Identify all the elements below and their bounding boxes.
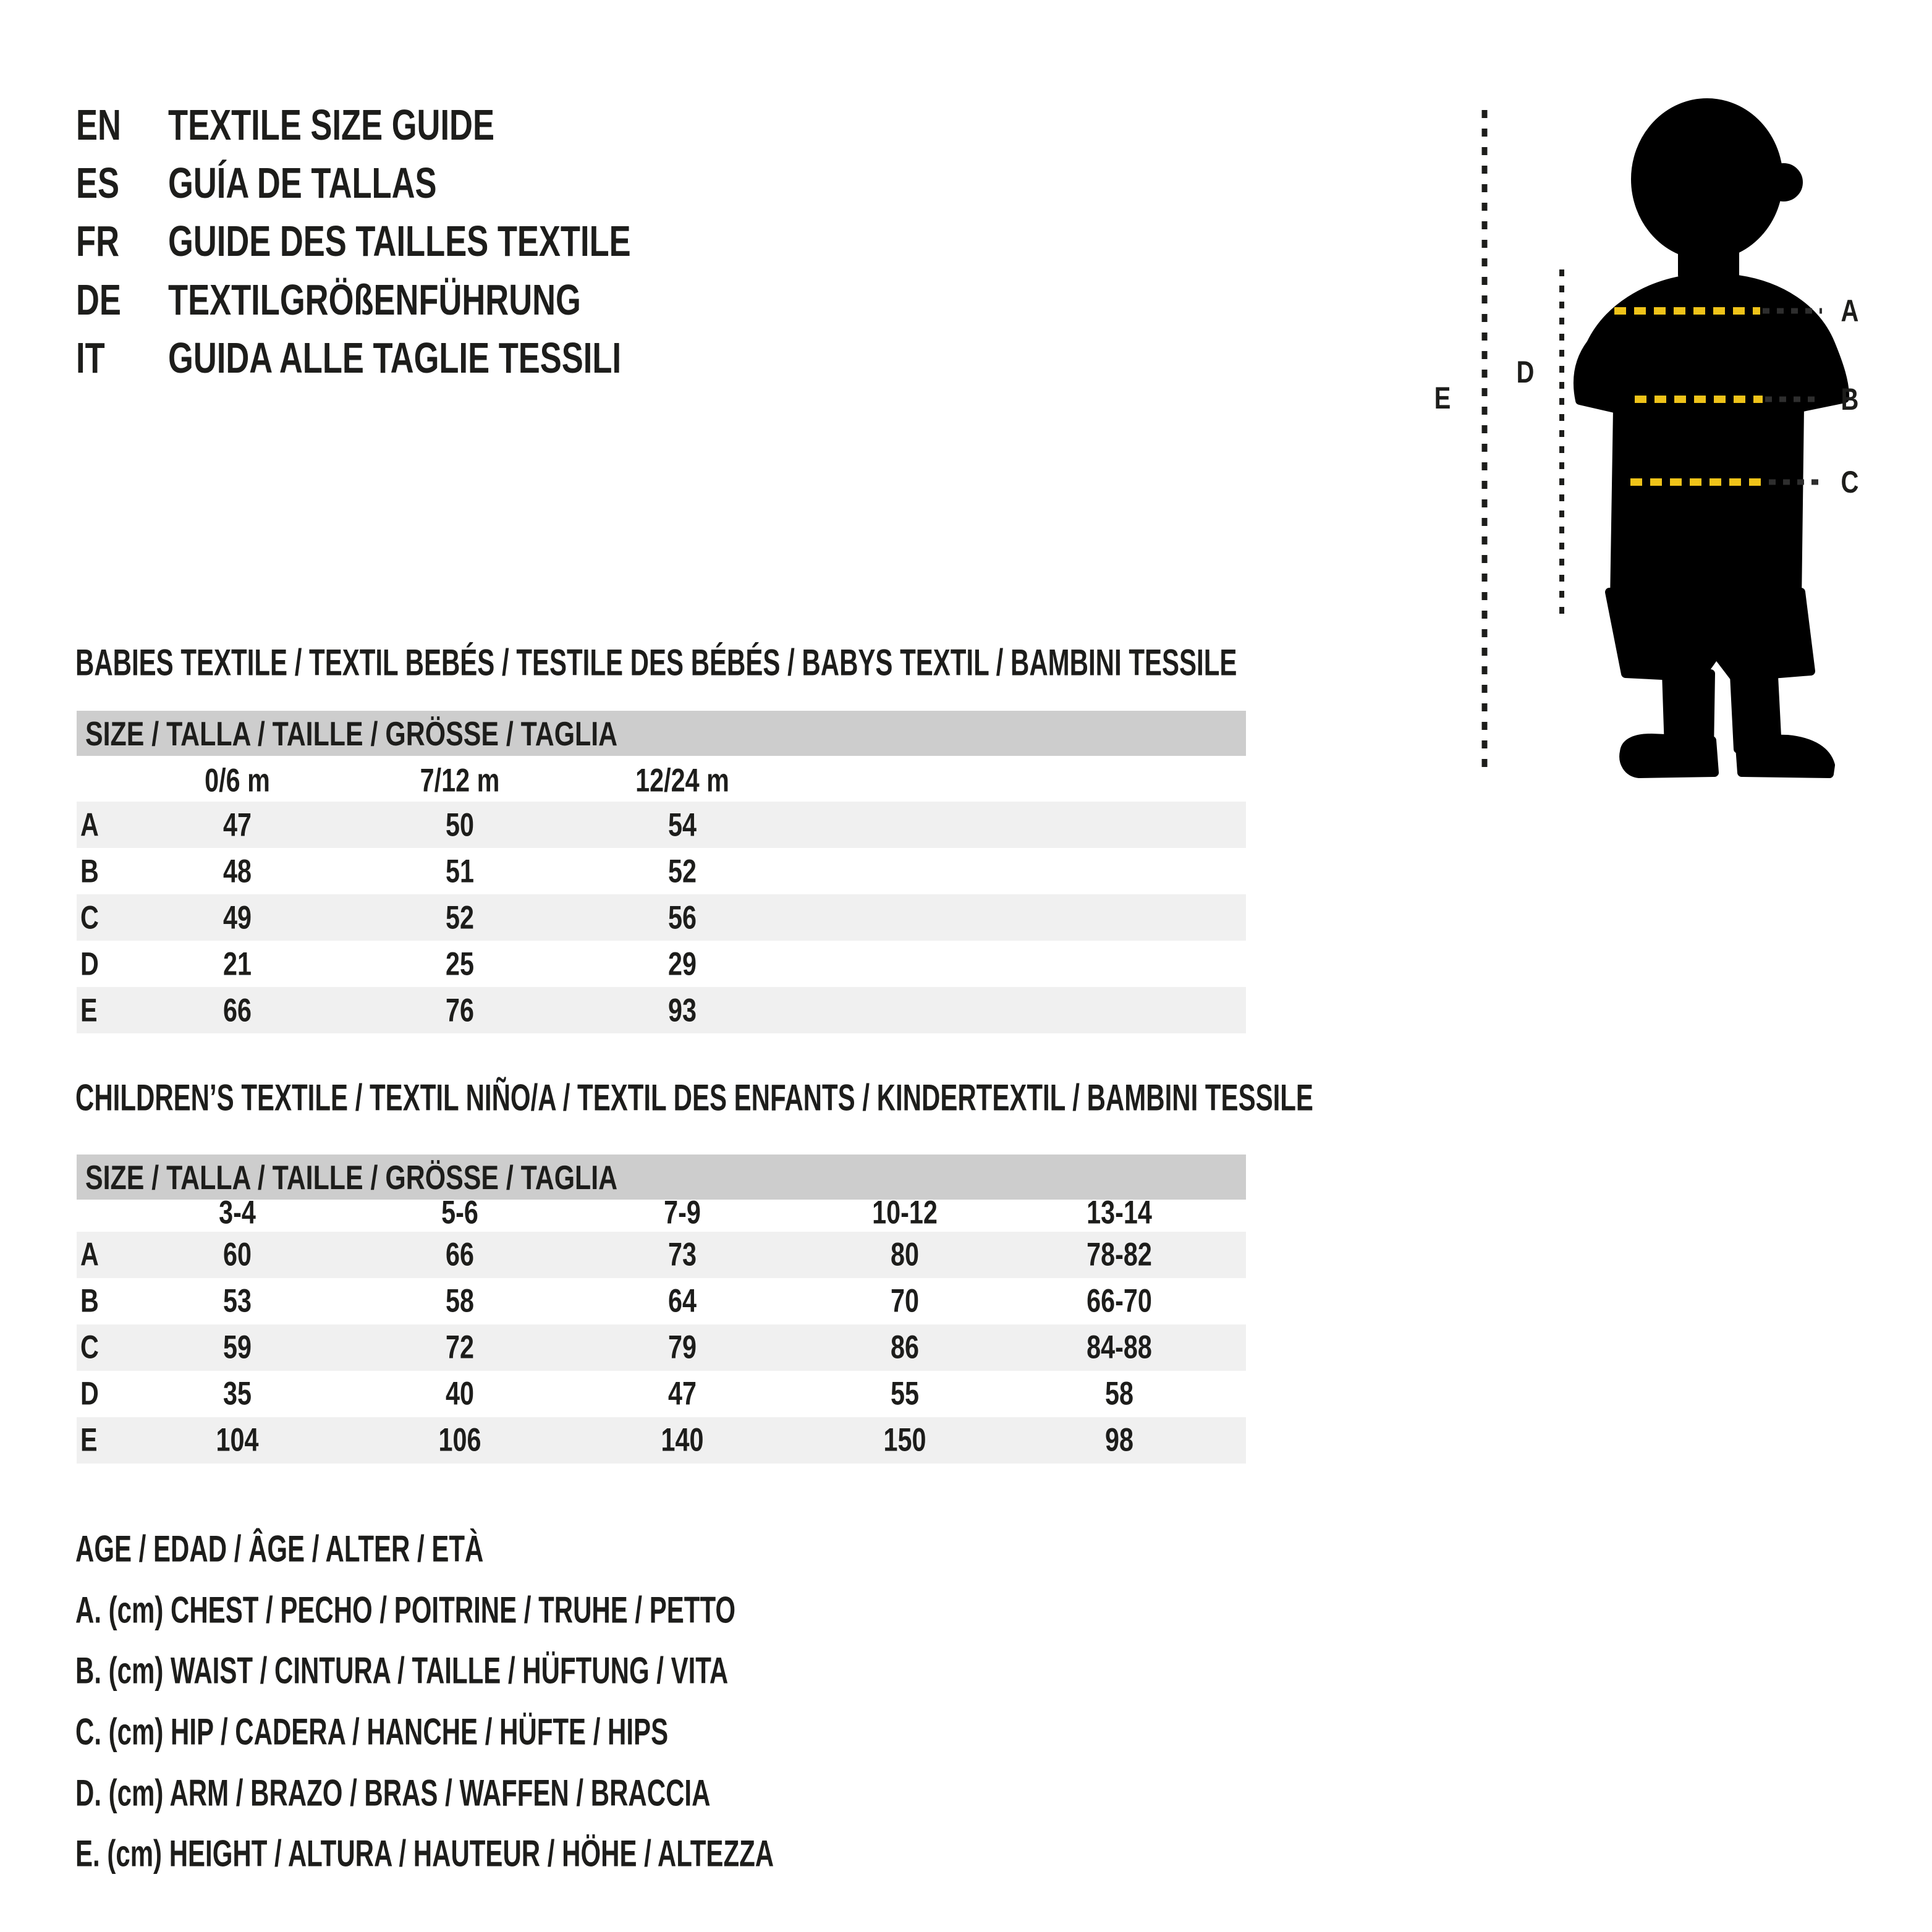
babies-cell: 21 xyxy=(223,946,252,983)
figure-label-b: B xyxy=(1841,382,1859,417)
silhouette-hair-bump xyxy=(1769,167,1799,197)
babies-section-heading: BABIES TEXTILE / TEXTIL BEBÉS / TESTILE DES BÉBÉS / BABYS TEXTIL / BAMBINI TESSILE xyxy=(75,642,1237,684)
children-cell: 58 xyxy=(1105,1375,1133,1412)
children-cell: 106 xyxy=(438,1421,481,1459)
babies-row-label-e: E xyxy=(80,992,98,1029)
silhouette-shorts xyxy=(1609,592,1811,677)
lang-title-en: TEXTILE SIZE GUIDE xyxy=(168,101,494,149)
table-row xyxy=(77,802,1246,848)
children-cell: 150 xyxy=(883,1421,926,1459)
lang-code-de: DE xyxy=(76,276,121,324)
babies-col-header-0: 0/6 m xyxy=(205,762,270,799)
babies-cell: 52 xyxy=(446,899,474,936)
children-cell: 73 xyxy=(668,1236,697,1273)
babies-cell: 29 xyxy=(668,946,697,983)
babies-cell: 52 xyxy=(668,853,697,890)
babies-cell: 50 xyxy=(446,807,474,844)
children-col-header-2: 7-9 xyxy=(664,1194,701,1231)
silhouette-shirt xyxy=(1578,279,1845,601)
children-cell: 79 xyxy=(668,1329,697,1366)
babies-cell: 47 xyxy=(223,807,252,844)
babies-cell: 54 xyxy=(668,807,697,844)
babies-cell: 76 xyxy=(446,992,474,1029)
babies-cell: 48 xyxy=(223,853,252,890)
lang-title-fr: GUIDE DES TAILLES TEXTILE xyxy=(168,217,631,265)
children-row-label-b: B xyxy=(80,1282,99,1320)
children-cell: 66 xyxy=(446,1236,474,1273)
lang-title-it: GUIDA ALLE TAGLIE TESSILI xyxy=(168,334,622,382)
children-cell: 60 xyxy=(223,1236,252,1273)
legend-age-line: AGE / EDAD / ÂGE / ALTER / ETÀ xyxy=(75,1528,484,1570)
children-row-label-e: E xyxy=(80,1421,98,1459)
legend-arm-line: D. (cm) ARM / BRAZO / BRAS / WAFFEN / BRACCIA xyxy=(75,1772,711,1814)
babies-row-label-c: C xyxy=(80,899,99,936)
babies-cell: 51 xyxy=(446,853,474,890)
children-cell: 47 xyxy=(668,1375,697,1412)
legend-height-line: E. (cm) HEIGHT / ALTURA / HAUTEUR / HÖHE / ALTEZZA xyxy=(75,1832,774,1875)
lang-code-en: EN xyxy=(76,101,121,149)
legend-hip-line: C. (cm) HIP / CADERA / HANCHE / HÜFTE / HIPS xyxy=(75,1711,669,1753)
babies-cell: 56 xyxy=(668,899,697,936)
children-col-header-4: 13-14 xyxy=(1087,1194,1152,1231)
children-col-header-3: 10-12 xyxy=(872,1194,938,1231)
children-row-label-d: D xyxy=(80,1375,99,1412)
lang-title-de: TEXTILGRÖßENFÜHRUNG xyxy=(168,276,581,324)
lang-code-fr: FR xyxy=(76,217,119,265)
table-row xyxy=(77,894,1246,941)
figure-label-d: D xyxy=(1516,355,1535,389)
children-cell: 78-82 xyxy=(1087,1236,1152,1273)
children-cell: 84-88 xyxy=(1087,1329,1152,1366)
babies-cell: 66 xyxy=(223,992,252,1029)
silhouette-left-shoe xyxy=(1624,738,1714,774)
babies-cell: 49 xyxy=(223,899,252,936)
table-row xyxy=(77,987,1246,1033)
lang-title-es: GUÍA DE TALLAS xyxy=(168,159,437,207)
children-cell: 53 xyxy=(223,1282,252,1320)
children-cell: 66-70 xyxy=(1087,1282,1152,1320)
children-cell: 72 xyxy=(446,1329,474,1366)
babies-cell: 93 xyxy=(668,992,697,1029)
table-row xyxy=(77,1232,1246,1278)
children-cell: 98 xyxy=(1105,1421,1133,1459)
babies-row-label-d: D xyxy=(80,946,99,983)
children-cell: 58 xyxy=(446,1282,474,1320)
children-cell: 140 xyxy=(661,1421,704,1459)
legend-waist-line: B. (cm) WAIST / CINTURA / TAILLE / HÜFTUNG / VITA xyxy=(75,1650,729,1692)
babies-col-header-2: 12/24 m xyxy=(635,762,729,799)
silhouette-head xyxy=(1635,103,1779,256)
children-cell: 59 xyxy=(223,1329,252,1366)
children-section-heading: CHILDREN’S TEXTILE / TEXTIL NIÑO/A / TEXTIL DES ENFANTS / KINDERTEXTIL / BAMBINI TESSILE xyxy=(75,1077,1313,1119)
children-cell: 86 xyxy=(891,1329,919,1366)
children-row-label-c: C xyxy=(80,1329,99,1366)
children-cell: 40 xyxy=(446,1375,474,1412)
children-cell: 104 xyxy=(216,1421,259,1459)
babies-col-header-1: 7/12 m xyxy=(420,762,500,799)
children-col-header-1: 5-6 xyxy=(441,1194,478,1231)
children-cell: 80 xyxy=(891,1236,919,1273)
figure-label-c: C xyxy=(1841,465,1859,499)
children-col-header-0: 3-4 xyxy=(219,1194,256,1231)
children-cell: 70 xyxy=(891,1282,919,1320)
table-row xyxy=(77,1324,1246,1371)
babies-size-header: SIZE / TALLA / TAILLE / GRÖSSE / TAGLIA xyxy=(85,714,618,753)
lang-code-it: IT xyxy=(76,334,105,382)
children-row-label-a: A xyxy=(80,1236,99,1273)
child-silhouette xyxy=(1578,103,1845,774)
legend-chest-line: A. (cm) CHEST / PECHO / POITRINE / TRUHE / PETTO xyxy=(75,1589,736,1631)
silhouette-right-shoe xyxy=(1739,738,1831,774)
silhouette-neck xyxy=(1682,238,1735,275)
children-cell: 35 xyxy=(223,1375,252,1412)
babies-row-label-b: B xyxy=(80,853,99,890)
figure-label-e: E xyxy=(1434,381,1451,415)
children-cell: 55 xyxy=(891,1375,919,1412)
babies-cell: 25 xyxy=(446,946,474,983)
children-cell: 64 xyxy=(668,1282,697,1320)
children-size-header: SIZE / TALLA / TAILLE / GRÖSSE / TAGLIA xyxy=(85,1158,618,1197)
figure-label-a: A xyxy=(1841,294,1859,328)
lang-code-es: ES xyxy=(76,159,120,207)
babies-row-label-a: A xyxy=(80,807,99,844)
